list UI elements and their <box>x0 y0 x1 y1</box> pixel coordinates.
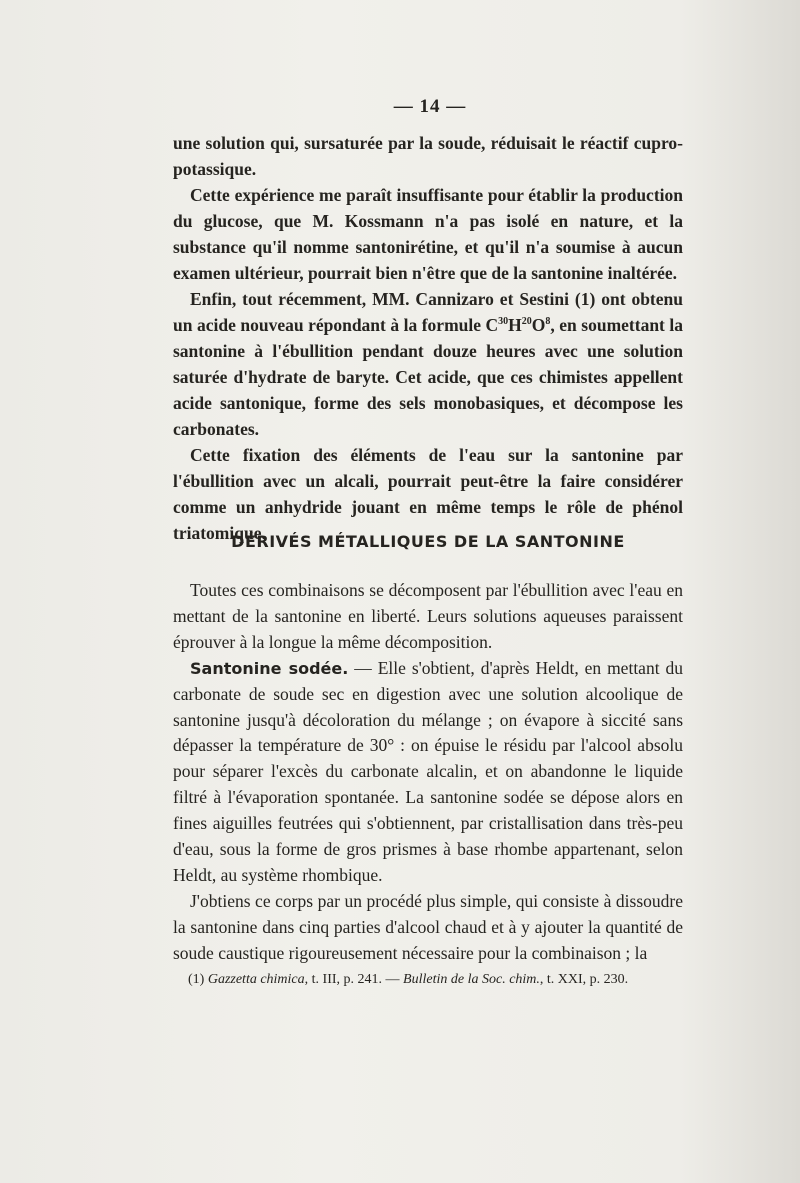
section-paragraph-1: Toutes ces combinaisons se décomposent par l'ébullition avec l'eau en mettant de la santonine en liberté. Leurs solutions aqueuses paraissent éprouver à la longue la même décomposition. <box>173 580 683 652</box>
footnote-journal-1: Gazzetta chimica <box>207 972 305 987</box>
paragraph-3-start: Enfin, tout récemment, MM. Cannizaro et Sestini (1) ont obtenu un acide nouveau répondant à la formule C <box>173 289 683 335</box>
footnote <box>188 970 688 990</box>
footnote-journal-2: Bulletin de la Soc. chim. <box>403 972 540 987</box>
formula-h: H <box>508 315 522 335</box>
section-heading: DÉRIVÉS MÉTALLIQUES DE LA SANTONINE <box>231 532 625 551</box>
run-in-title: Santonine sodée. <box>190 658 349 678</box>
paragraph-2: Cette expérience me paraît insuffisante pour établir la production du glucose, que M. Kossmann n'a pas isolé en nature, et la substance qu'il nomme santonirétine, et qu'il n'a soumise à aucun examen ultérieur, pourrait bien n'être que de la santonine inaltérée. <box>173 185 683 283</box>
body-text <box>173 130 683 546</box>
formula-sup-c: 30 <box>498 316 509 328</box>
footnote-ref-1: , t. III, p. 241. — <box>304 972 404 987</box>
formula-sup-o: 8 <box>545 316 551 328</box>
paragraph-1: une solution qui, sursaturée par la soude, réduisait le réactif cupro-potassique. <box>173 133 683 179</box>
page-number: — 14 — <box>393 96 467 117</box>
footnote-ref-2: , t. XXI, p. 230. <box>539 972 629 987</box>
section-body <box>173 578 683 967</box>
section-paragraph-2-text: — Elle s'obtient, d'après Heldt, en mettant du carbonate de soude sec en digestion avec une solution alcoolique de santonine jusqu'à décoloration du mélange ; on évapore à siccité sans dépasser la température de 30° : on épuise le résidu par l'alcool absolu pour séparer l'excès du carbonate alcalin, et on abandonne le liquide filtré à l'évaporation spontanée. La santonine sodée se dépose alors en fines aiguilles feutrées qui s'obtiennent, par cristallisation dans très-peu d'eau, sous la forme de gros prismes à base rhombe appartenant, selon Heldt, au système rhombique. <box>173 657 683 885</box>
section-paragraph-3: J'obtiens ce corps par un procédé plus simple, qui consiste à dissoudre la santonine dans cinq parties d'alcool chaud et à y ajouter la quantité de soude caustique rigoureusement nécessaire pour la combinaison ; la <box>173 890 683 963</box>
paragraph-3-end: , en soumettant la santonine à l'ébullition pendant douze heures avec une solution saturée d'hydrate de baryte. Cet acide, que ces chimistes appellent acide santonique, forme des sels monobasiques, et décompose les carbonates. <box>173 315 684 439</box>
paragraph-3 <box>173 286 683 442</box>
formula-sup-h: 20 <box>521 316 532 328</box>
paragraph-4: Cette fixation des éléments de l'eau sur la santonine par l'ébullition avec un alcali, pourrait peut-être la faire considérer comme un anhydride jouant en même temps le rôle de phénol triatomique. <box>173 445 683 543</box>
section-paragraph-2 <box>173 656 683 889</box>
footnote-marker: (1) <box>188 972 205 987</box>
formula-o: O <box>531 315 546 335</box>
